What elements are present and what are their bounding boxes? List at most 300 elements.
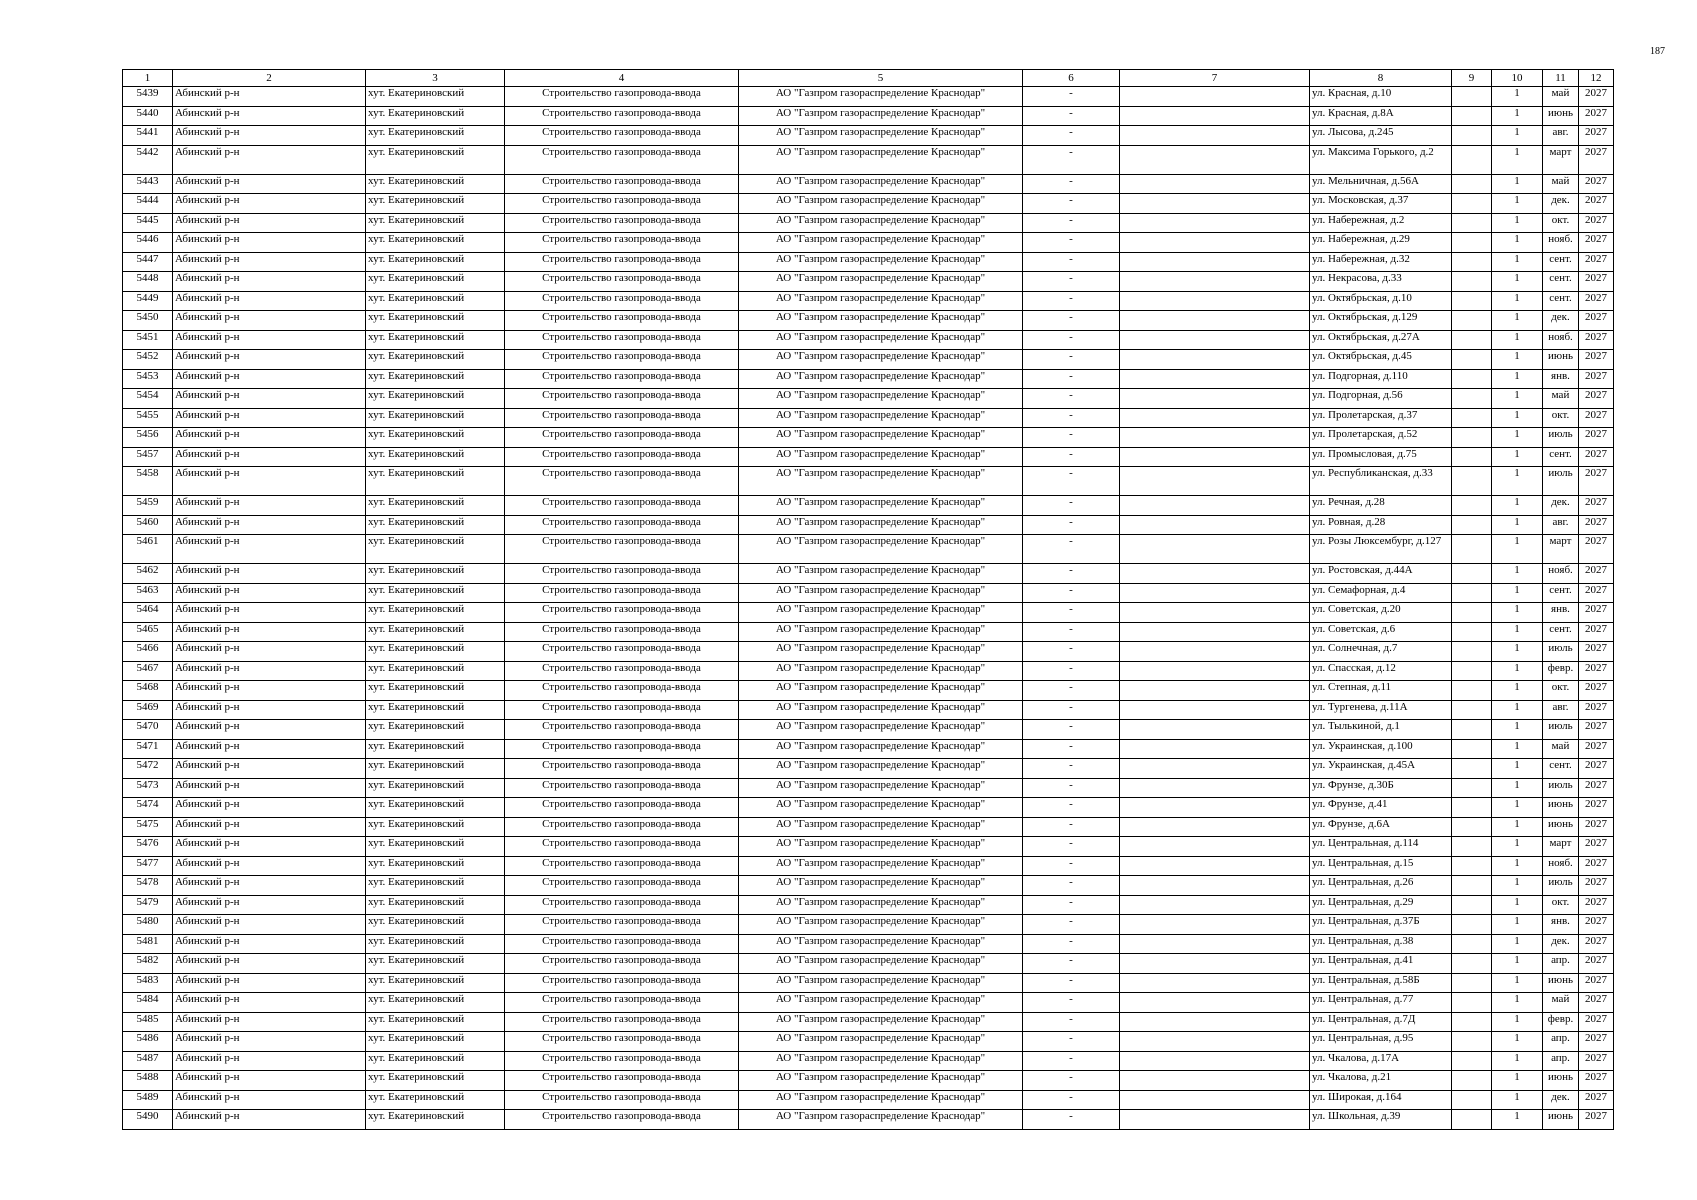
settlement-cell: хут. Екатериновский [366, 252, 505, 272]
row-number-cell: 5445 [123, 213, 173, 233]
quantity-cell: 1 [1492, 1051, 1543, 1071]
work-type-cell: Строительство газопровода-ввода [505, 603, 739, 623]
district-cell: Абинский р-н [173, 739, 366, 759]
year-cell: 2027 [1579, 408, 1614, 428]
column-9-cell [1452, 622, 1492, 642]
column-9-cell [1452, 681, 1492, 701]
year-cell: 2027 [1579, 174, 1614, 194]
year-cell: 2027 [1579, 681, 1614, 701]
row-number-cell: 5490 [123, 1110, 173, 1130]
column-9-cell [1452, 213, 1492, 233]
quantity-cell: 1 [1492, 1012, 1543, 1032]
district-cell: Абинский р-н [173, 535, 366, 564]
row-number-cell: 5449 [123, 291, 173, 311]
table-row [123, 1110, 1614, 1130]
address-cell: ул. Красная, д.10 [1310, 87, 1452, 107]
settlement-cell: хут. Екатериновский [366, 642, 505, 662]
district-cell: Абинский р-н [173, 642, 366, 662]
organization-cell: АО "Газпром газораспределение Краснодар" [739, 895, 1023, 915]
column-7-cell [1120, 681, 1310, 701]
table-row [123, 934, 1614, 954]
column-6-cell: - [1023, 174, 1120, 194]
table-row [123, 973, 1614, 993]
header-cell: 5 [739, 70, 1023, 87]
organization-cell: АО "Газпром газораспределение Краснодар" [739, 291, 1023, 311]
quantity-cell: 1 [1492, 681, 1543, 701]
settlement-cell: хут. Екатериновский [366, 174, 505, 194]
year-cell: 2027 [1579, 106, 1614, 126]
column-7-cell [1120, 973, 1310, 993]
table-row [123, 720, 1614, 740]
quantity-cell: 1 [1492, 1032, 1543, 1052]
work-type-cell: Строительство газопровода-ввода [505, 106, 739, 126]
settlement-cell: хут. Екатериновский [366, 564, 505, 584]
organization-cell: АО "Газпром газораспределение Краснодар" [739, 681, 1023, 701]
organization-cell: АО "Газпром газораспределение Краснодар" [739, 350, 1023, 370]
organization-cell: АО "Газпром газораспределение Краснодар" [739, 1032, 1023, 1052]
district-cell: Абинский р-н [173, 213, 366, 233]
column-6-cell: - [1023, 1071, 1120, 1091]
organization-cell: АО "Газпром газораспределение Краснодар" [739, 447, 1023, 467]
column-6-cell: - [1023, 291, 1120, 311]
organization-cell: АО "Газпром газораспределение Краснодар" [739, 876, 1023, 896]
district-cell: Абинский р-н [173, 700, 366, 720]
row-number-cell: 5456 [123, 428, 173, 448]
district-cell: Абинский р-н [173, 467, 366, 496]
month-cell: янв. [1543, 915, 1579, 935]
organization-cell: АО "Газпром газораспределение Краснодар" [739, 564, 1023, 584]
row-number-cell: 5476 [123, 837, 173, 857]
address-cell: ул. Центральная, д.41 [1310, 954, 1452, 974]
work-type-cell: Строительство газопровода-ввода [505, 291, 739, 311]
header-cell: 8 [1310, 70, 1452, 87]
row-number-cell: 5457 [123, 447, 173, 467]
address-cell: ул. Набережная, д.29 [1310, 233, 1452, 253]
column-7-cell [1120, 856, 1310, 876]
address-cell: ул. Центральная, д.37Б [1310, 915, 1452, 935]
row-number-cell: 5478 [123, 876, 173, 896]
address-cell: ул. Центральная, д.114 [1310, 837, 1452, 857]
month-cell: февр. [1543, 1012, 1579, 1032]
quantity-cell: 1 [1492, 564, 1543, 584]
month-cell: дек. [1543, 1090, 1579, 1110]
year-cell: 2027 [1579, 895, 1614, 915]
year-cell: 2027 [1579, 311, 1614, 331]
district-cell: Абинский р-н [173, 369, 366, 389]
column-7-cell [1120, 496, 1310, 516]
quantity-cell: 1 [1492, 856, 1543, 876]
column-7-cell [1120, 233, 1310, 253]
row-number-cell: 5443 [123, 174, 173, 194]
table-row [123, 1012, 1614, 1032]
row-number-cell: 5464 [123, 603, 173, 623]
column-9-cell [1452, 759, 1492, 779]
address-cell: ул. Центральная, д.77 [1310, 993, 1452, 1013]
row-number-cell: 5477 [123, 856, 173, 876]
column-6-cell: - [1023, 856, 1120, 876]
organization-cell: АО "Газпром газораспределение Краснодар" [739, 700, 1023, 720]
month-cell: май [1543, 739, 1579, 759]
column-7-cell [1120, 311, 1310, 331]
district-cell: Абинский р-н [173, 428, 366, 448]
year-cell: 2027 [1579, 934, 1614, 954]
table-row [123, 389, 1614, 409]
address-cell: ул. Спасская, д.12 [1310, 661, 1452, 681]
work-type-cell: Строительство газопровода-ввода [505, 408, 739, 428]
column-6-cell: - [1023, 973, 1120, 993]
quantity-cell: 1 [1492, 583, 1543, 603]
table-row [123, 291, 1614, 311]
column-7-cell [1120, 515, 1310, 535]
column-9-cell [1452, 661, 1492, 681]
district-cell: Абинский р-н [173, 1051, 366, 1071]
work-type-cell: Строительство газопровода-ввода [505, 759, 739, 779]
settlement-cell: хут. Екатериновский [366, 681, 505, 701]
column-6-cell: - [1023, 661, 1120, 681]
table-row [123, 330, 1614, 350]
organization-cell: АО "Газпром газораспределение Краснодар" [739, 954, 1023, 974]
column-7-cell [1120, 106, 1310, 126]
district-cell: Абинский р-н [173, 233, 366, 253]
quantity-cell: 1 [1492, 272, 1543, 292]
quantity-cell: 1 [1492, 661, 1543, 681]
work-type-cell: Строительство газопровода-ввода [505, 87, 739, 107]
work-type-cell: Строительство газопровода-ввода [505, 1090, 739, 1110]
month-cell: март [1543, 535, 1579, 564]
organization-cell: АО "Газпром газораспределение Краснодар" [739, 389, 1023, 409]
table-row [123, 661, 1614, 681]
settlement-cell: хут. Екатериновский [366, 583, 505, 603]
work-type-cell: Строительство газопровода-ввода [505, 311, 739, 331]
quantity-cell: 1 [1492, 622, 1543, 642]
column-7-cell [1120, 778, 1310, 798]
month-cell: июнь [1543, 973, 1579, 993]
address-cell: ул. Подгорная, д.110 [1310, 369, 1452, 389]
row-number-cell: 5460 [123, 515, 173, 535]
work-type-cell: Строительство газопровода-ввода [505, 1110, 739, 1130]
column-6-cell: - [1023, 934, 1120, 954]
district-cell: Абинский р-н [173, 496, 366, 516]
column-6-cell: - [1023, 876, 1120, 896]
address-cell: ул. Пролетарская, д.52 [1310, 428, 1452, 448]
column-6-cell: - [1023, 389, 1120, 409]
column-6-cell: - [1023, 798, 1120, 818]
month-cell: нояб. [1543, 856, 1579, 876]
year-cell: 2027 [1579, 564, 1614, 584]
column-6-cell: - [1023, 194, 1120, 214]
column-9-cell [1452, 174, 1492, 194]
row-number-cell: 5475 [123, 817, 173, 837]
district-cell: Абинский р-н [173, 1090, 366, 1110]
address-cell: ул. Ровная, д.28 [1310, 515, 1452, 535]
column-6-cell: - [1023, 213, 1120, 233]
settlement-cell: хут. Екатериновский [366, 369, 505, 389]
district-cell: Абинский р-н [173, 389, 366, 409]
district-cell: Абинский р-н [173, 973, 366, 993]
table-row [123, 145, 1614, 174]
quantity-cell: 1 [1492, 194, 1543, 214]
table-row [123, 954, 1614, 974]
quantity-cell: 1 [1492, 408, 1543, 428]
month-cell: дек. [1543, 311, 1579, 331]
organization-cell: АО "Газпром газораспределение Краснодар" [739, 622, 1023, 642]
row-number-cell: 5439 [123, 87, 173, 107]
month-cell: авг. [1543, 700, 1579, 720]
table-row [123, 252, 1614, 272]
organization-cell: АО "Газпром газораспределение Краснодар" [739, 993, 1023, 1013]
column-9-cell [1452, 993, 1492, 1013]
column-9-cell [1452, 739, 1492, 759]
year-cell: 2027 [1579, 330, 1614, 350]
row-number-cell: 5458 [123, 467, 173, 496]
address-cell: ул. Подгорная, д.56 [1310, 389, 1452, 409]
address-cell: ул. Фрунзе, д.6А [1310, 817, 1452, 837]
year-cell: 2027 [1579, 515, 1614, 535]
organization-cell: АО "Газпром газораспределение Краснодар" [739, 1110, 1023, 1130]
work-type-cell: Строительство газопровода-ввода [505, 389, 739, 409]
row-number-cell: 5473 [123, 778, 173, 798]
column-9-cell [1452, 583, 1492, 603]
organization-cell: АО "Газпром газораспределение Краснодар" [739, 87, 1023, 107]
year-cell: 2027 [1579, 496, 1614, 516]
row-number-cell: 5470 [123, 720, 173, 740]
settlement-cell: хут. Екатериновский [366, 934, 505, 954]
header-cell: 2 [173, 70, 366, 87]
quantity-cell: 1 [1492, 311, 1543, 331]
column-7-cell [1120, 954, 1310, 974]
table-row [123, 272, 1614, 292]
column-9-cell [1452, 778, 1492, 798]
year-cell: 2027 [1579, 993, 1614, 1013]
header-cell: 7 [1120, 70, 1310, 87]
column-9-cell [1452, 447, 1492, 467]
settlement-cell: хут. Екатериновский [366, 720, 505, 740]
organization-cell: АО "Газпром газораспределение Краснодар" [739, 194, 1023, 214]
column-7-cell [1120, 1090, 1310, 1110]
table-row [123, 126, 1614, 146]
address-cell: ул. Украинская, д.100 [1310, 739, 1452, 759]
settlement-cell: хут. Екатериновский [366, 700, 505, 720]
month-cell: окт. [1543, 213, 1579, 233]
month-cell: янв. [1543, 369, 1579, 389]
table-row [123, 876, 1614, 896]
district-cell: Абинский р-н [173, 350, 366, 370]
column-9-cell [1452, 1032, 1492, 1052]
row-number-cell: 5462 [123, 564, 173, 584]
data-table [122, 69, 1614, 1130]
table-row [123, 233, 1614, 253]
quantity-cell: 1 [1492, 467, 1543, 496]
table-row [123, 1032, 1614, 1052]
month-cell: февр. [1543, 661, 1579, 681]
quantity-cell: 1 [1492, 389, 1543, 409]
column-6-cell: - [1023, 106, 1120, 126]
column-9-cell [1452, 252, 1492, 272]
quantity-cell: 1 [1492, 1090, 1543, 1110]
column-6-cell: - [1023, 1051, 1120, 1071]
district-cell: Абинский р-н [173, 106, 366, 126]
month-cell: апр. [1543, 1032, 1579, 1052]
address-cell: ул. Октябрьская, д.10 [1310, 291, 1452, 311]
column-7-cell [1120, 876, 1310, 896]
table-body [123, 70, 1614, 1130]
district-cell: Абинский р-н [173, 681, 366, 701]
header-cell: 1 [123, 70, 173, 87]
year-cell: 2027 [1579, 583, 1614, 603]
district-cell: Абинский р-н [173, 87, 366, 107]
settlement-cell: хут. Екатериновский [366, 739, 505, 759]
work-type-cell: Строительство газопровода-ввода [505, 447, 739, 467]
quantity-cell: 1 [1492, 1071, 1543, 1091]
work-type-cell: Строительство газопровода-ввода [505, 720, 739, 740]
header-cell: 12 [1579, 70, 1614, 87]
year-cell: 2027 [1579, 603, 1614, 623]
column-7-cell [1120, 535, 1310, 564]
work-type-cell: Строительство газопровода-ввода [505, 213, 739, 233]
year-cell: 2027 [1579, 1090, 1614, 1110]
month-cell: апр. [1543, 954, 1579, 974]
column-7-cell [1120, 837, 1310, 857]
work-type-cell: Строительство газопровода-ввода [505, 330, 739, 350]
row-number-cell: 5446 [123, 233, 173, 253]
quantity-cell: 1 [1492, 759, 1543, 779]
month-cell: июль [1543, 642, 1579, 662]
work-type-cell: Строительство газопровода-ввода [505, 642, 739, 662]
settlement-cell: хут. Екатериновский [366, 1051, 505, 1071]
column-9-cell [1452, 233, 1492, 253]
row-number-cell: 5488 [123, 1071, 173, 1091]
row-number-cell: 5480 [123, 915, 173, 935]
month-cell: окт. [1543, 895, 1579, 915]
table-row [123, 1071, 1614, 1091]
column-7-cell [1120, 174, 1310, 194]
settlement-cell: хут. Екатериновский [366, 213, 505, 233]
column-9-cell [1452, 700, 1492, 720]
column-7-cell [1120, 759, 1310, 779]
column-6-cell: - [1023, 954, 1120, 974]
column-9-cell [1452, 1051, 1492, 1071]
column-6-cell: - [1023, 145, 1120, 174]
work-type-cell: Строительство газопровода-ввода [505, 700, 739, 720]
column-9-cell [1452, 895, 1492, 915]
settlement-cell: хут. Екатериновский [366, 350, 505, 370]
month-cell: авг. [1543, 126, 1579, 146]
district-cell: Абинский р-н [173, 798, 366, 818]
header-cell: 3 [366, 70, 505, 87]
quantity-cell: 1 [1492, 174, 1543, 194]
row-number-cell: 5485 [123, 1012, 173, 1032]
organization-cell: АО "Газпром газораспределение Краснодар" [739, 661, 1023, 681]
quantity-cell: 1 [1492, 213, 1543, 233]
column-7-cell [1120, 1110, 1310, 1130]
row-number-cell: 5454 [123, 389, 173, 409]
address-cell: ул. Пролетарская, д.37 [1310, 408, 1452, 428]
row-number-cell: 5483 [123, 973, 173, 993]
table-row [123, 213, 1614, 233]
quantity-cell: 1 [1492, 447, 1543, 467]
year-cell: 2027 [1579, 145, 1614, 174]
column-9-cell [1452, 126, 1492, 146]
district-cell: Абинский р-н [173, 603, 366, 623]
month-cell: нояб. [1543, 564, 1579, 584]
settlement-cell: хут. Екатериновский [366, 515, 505, 535]
quantity-cell: 1 [1492, 798, 1543, 818]
year-cell: 2027 [1579, 252, 1614, 272]
column-9-cell [1452, 856, 1492, 876]
column-7-cell [1120, 817, 1310, 837]
column-7-cell [1120, 583, 1310, 603]
column-6-cell: - [1023, 720, 1120, 740]
address-cell: ул. Октябрьская, д.27А [1310, 330, 1452, 350]
organization-cell: АО "Газпром газораспределение Краснодар" [739, 233, 1023, 253]
month-cell: июль [1543, 428, 1579, 448]
row-number-cell: 5466 [123, 642, 173, 662]
table-row [123, 369, 1614, 389]
quantity-cell: 1 [1492, 496, 1543, 516]
column-9-cell [1452, 798, 1492, 818]
column-6-cell: - [1023, 272, 1120, 292]
year-cell: 2027 [1579, 720, 1614, 740]
year-cell: 2027 [1579, 700, 1614, 720]
column-7-cell [1120, 661, 1310, 681]
column-7-cell [1120, 467, 1310, 496]
quantity-cell: 1 [1492, 700, 1543, 720]
district-cell: Абинский р-н [173, 252, 366, 272]
column-6-cell: - [1023, 759, 1120, 779]
table-row [123, 447, 1614, 467]
district-cell: Абинский р-н [173, 408, 366, 428]
organization-cell: АО "Газпром газораспределение Краснодар" [739, 837, 1023, 857]
column-9-cell [1452, 467, 1492, 496]
district-cell: Абинский р-н [173, 856, 366, 876]
column-9-cell [1452, 272, 1492, 292]
district-cell: Абинский р-н [173, 330, 366, 350]
organization-cell: АО "Газпром газораспределение Краснодар" [739, 778, 1023, 798]
quantity-cell: 1 [1492, 817, 1543, 837]
table-row [123, 515, 1614, 535]
district-cell: Абинский р-н [173, 272, 366, 292]
organization-cell: АО "Газпром газораспределение Краснодар" [739, 603, 1023, 623]
work-type-cell: Строительство газопровода-ввода [505, 1032, 739, 1052]
settlement-cell: хут. Екатериновский [366, 311, 505, 331]
column-7-cell [1120, 603, 1310, 623]
year-cell: 2027 [1579, 856, 1614, 876]
column-9-cell [1452, 642, 1492, 662]
organization-cell: АО "Газпром газораспределение Краснодар" [739, 311, 1023, 331]
district-cell: Абинский р-н [173, 126, 366, 146]
month-cell: окт. [1543, 408, 1579, 428]
column-9-cell [1452, 194, 1492, 214]
row-number-cell: 5451 [123, 330, 173, 350]
district-cell: Абинский р-н [173, 837, 366, 857]
work-type-cell: Строительство газопровода-ввода [505, 837, 739, 857]
column-6-cell: - [1023, 1110, 1120, 1130]
table-row [123, 856, 1614, 876]
settlement-cell: хут. Екатериновский [366, 408, 505, 428]
column-6-cell: - [1023, 1090, 1120, 1110]
work-type-cell: Строительство газопровода-ввода [505, 895, 739, 915]
organization-cell: АО "Газпром газораспределение Краснодар" [739, 467, 1023, 496]
row-number-cell: 5441 [123, 126, 173, 146]
organization-cell: АО "Газпром газораспределение Краснодар" [739, 174, 1023, 194]
column-9-cell [1452, 496, 1492, 516]
month-cell: сент. [1543, 583, 1579, 603]
settlement-cell: хут. Екатериновский [366, 389, 505, 409]
address-cell: ул. Набережная, д.2 [1310, 213, 1452, 233]
address-cell: ул. Розы Люксембург, д.127 [1310, 535, 1452, 564]
column-9-cell [1452, 1090, 1492, 1110]
settlement-cell: хут. Екатериновский [366, 895, 505, 915]
